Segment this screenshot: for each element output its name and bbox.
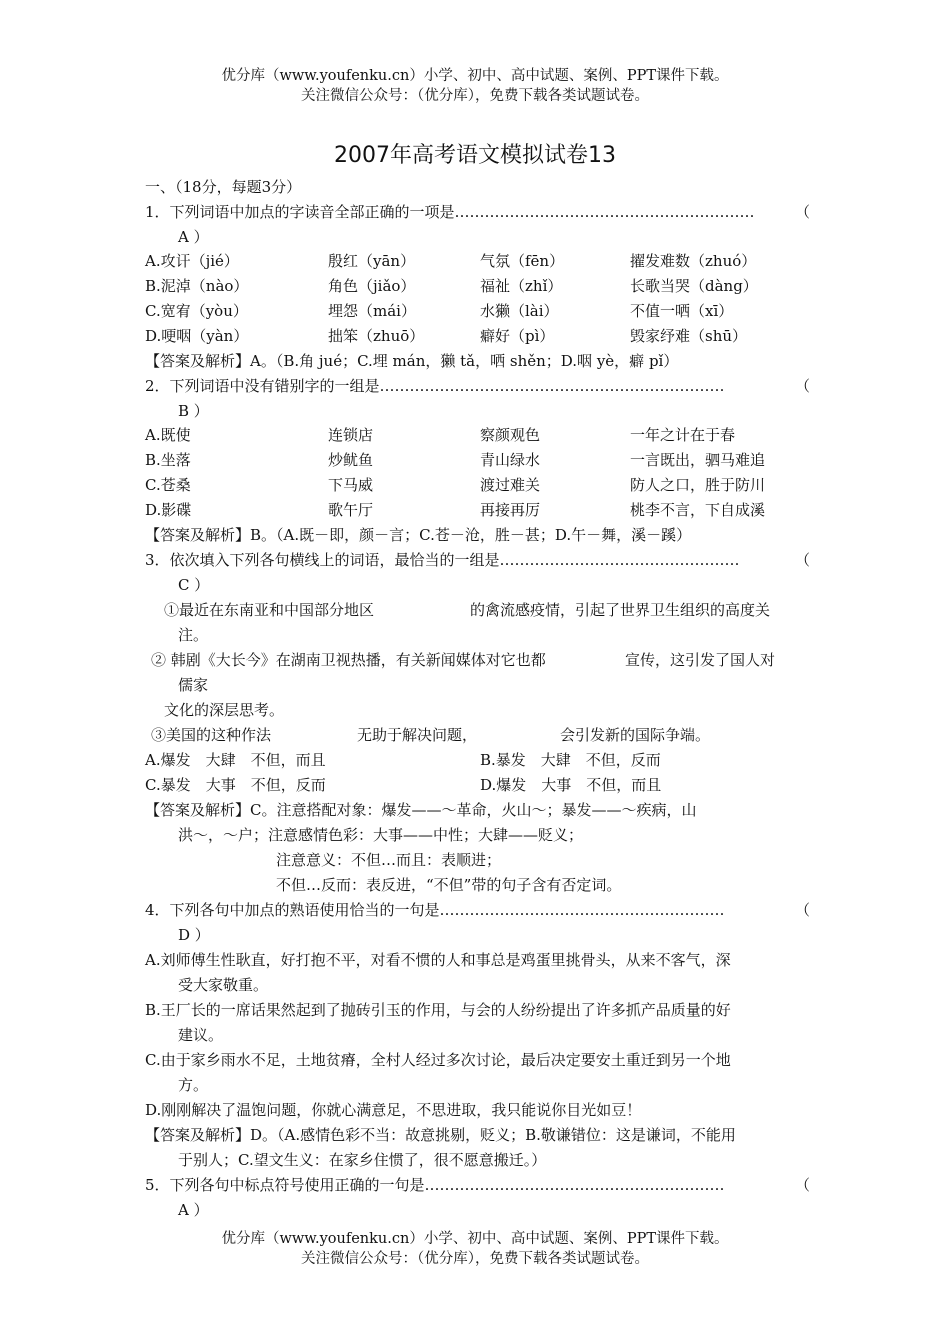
question-2-answer: B ）	[178, 402, 209, 420]
question-3-stem: 3．依次填入下列各句横线上的词语，最恰当的一组是………………………………………… （	[145, 551, 810, 569]
q3-sentence-2d: 文化的深层思考。	[164, 701, 285, 719]
question-4-answer: D ）	[178, 926, 210, 944]
question-3-explanation: 【答案及解析】C。注意搭配对象：爆发——～革命，火山～；暴发——～疾病，山	[145, 801, 697, 819]
q3-option-a: A.爆发 大肆 不但，而且	[145, 751, 326, 769]
question-3-explanation-cont: 注意意义：不但…而且：表顺进；	[276, 851, 502, 869]
q4-option-c: C.由于家乡雨水不足，土地贫瘠，全村人经过多次讨论，最后决定要安土重迁到另一个地	[145, 1051, 731, 1069]
q1-option-row: C.宽宥（yòu） 埋怨（mái） 水獭（lài） 不值一哂（xī）	[145, 302, 734, 320]
q2-option-row: C.苍桑 下马威 渡过难关 防人之口，胜于防川	[145, 476, 766, 494]
question-1-explanation: 【答案及解析】A。（B.角 jué；C.埋 mán，獭 tǎ，哂 shěn；D.咽 yè，癖 pǐ）	[145, 352, 679, 370]
header-line-1: 优分库（www.youfenku.cn）小学、初中、高中试题、案例、PPT课件下载。	[221, 68, 729, 84]
footer-line-1: 优分库（www.youfenku.cn）小学、初中、高中试题、案例、PPT课件下载。	[221, 1231, 729, 1247]
q3-sentence-3b: 无助于解决问题，	[357, 726, 478, 744]
question-2-explanation: 【答案及解析】B。（A.既－即，颜－言；C.苍－沧，胜－甚；D.午－舞，溪－蹊）	[145, 526, 692, 544]
question-4-stem: 4．下列各句中加点的熟语使用恰当的一句是………………………………………………… （	[145, 901, 810, 919]
q4-option-d: D.刚刚解决了温饱问题，你就心满意足，不思进取，我只能说你目光如豆！	[145, 1101, 642, 1119]
question-3-explanation-cont: 洪～，～户；注意感情色彩：大事——中性；大肆——贬义；	[178, 826, 584, 844]
q3-sentence-2c: 儒家	[178, 676, 209, 694]
q2-option-row: B.坐落 炒鱿鱼 青山绿水 一言既出，驷马难追	[145, 451, 766, 469]
q1-option-row: D.哽咽（yàn） 拙笨（zhuō） 癖好（pì） 毁家纾难（shū）	[145, 327, 748, 345]
question-2-stem: 2．下列词语中没有错别字的一组是…………………………………………………………… （	[145, 377, 810, 395]
question-1-stem: 1．下列词语中加点的字读音全部正确的一项是…………………………………………………… （	[145, 203, 810, 221]
question-3-answer: C ）	[178, 576, 210, 594]
q2-option-row: A.既使 连锁店 察颜观色 一年之计在于春	[145, 426, 736, 444]
page-header	[0, 66, 950, 106]
question-5-stem: 5．下列各句中标点符号使用正确的一句是…………………………………………………… （	[145, 1176, 810, 1194]
q4-option-b: B.王厂长的一席话果然起到了抛砖引玉的作用，与会的人纷纷提出了许多抓产品质量的好	[145, 1001, 731, 1019]
q3-sentence-3c: 会引发新的国际争端。	[560, 726, 711, 744]
header-line-2: 关注微信公众号：（优分库），免费下载各类试题试卷。	[301, 88, 649, 104]
page-footer	[0, 1229, 950, 1269]
q2-option-row: D.影碟 歌午厅 再接再厉 桃李不言，下自成溪	[145, 501, 766, 519]
q3-sentence-3a: ③美国的这种作法	[151, 726, 272, 744]
q3-sentence-1a: ①最近在东南亚和中国部分地区	[164, 601, 375, 619]
q3-sentence-2a: ② 韩剧《大长今》在湖南卫视热播，有关新闻媒体对它也都	[151, 651, 546, 669]
footer-line-2: 关注微信公众号：（优分库），免费下载各类试题试卷。	[301, 1251, 649, 1267]
q4-option-a: A.刘师傅生性耿直，好打抱不平，对看不惯的人和事总是鸡蛋里挑骨头，从来不客气，深	[145, 951, 731, 969]
q4-option-b-cont: 建议。	[178, 1026, 224, 1044]
question-4-explanation-cont: 于别人；C.望文生义：在家乡住惯了，很不愿意搬迁。）	[178, 1151, 547, 1169]
question-4-explanation: 【答案及解析】D。（A.感情色彩不当：故意挑剔，贬义；B.敬谦错位：这是谦词，不能用	[145, 1126, 736, 1144]
q3-option-d: D.爆发 大事 不但，而且	[480, 776, 662, 794]
q3-sentence-1b: 的禽流感疫情，引起了世界卫生组织的高度关	[470, 601, 771, 619]
q3-option-b: B.暴发 大肆 不但，反而	[480, 751, 661, 769]
q3-sentence-1c: 注。	[178, 626, 209, 644]
section-heading: 一、（18分，每题3分）	[145, 178, 302, 196]
question-1-answer: A ）	[178, 228, 209, 246]
q3-option-c: C.暴发 大事 不但，反而	[145, 776, 326, 794]
question-3-explanation-cont: 不但…反而：表反进，“不但”带的句子含有否定词。	[276, 876, 622, 894]
q1-option-row: B.泥淖（nào） 角色（jiǎo） 福祉（zhǐ） 长歌当哭（dàng）	[145, 277, 758, 295]
q3-sentence-2b: 宣传，这引发了国人对	[625, 651, 776, 669]
q4-option-c-cont: 方。	[178, 1076, 209, 1094]
q1-option-row: A.攻讦（jié） 殷红（yān） 气氛（fēn） 擢发难数（zhuó）	[145, 252, 757, 270]
q4-option-a-cont: 受大家敬重。	[178, 976, 269, 994]
question-5-answer: A ）	[178, 1201, 209, 1219]
page-title: 2007年高考语文模拟试卷13	[334, 143, 616, 168]
